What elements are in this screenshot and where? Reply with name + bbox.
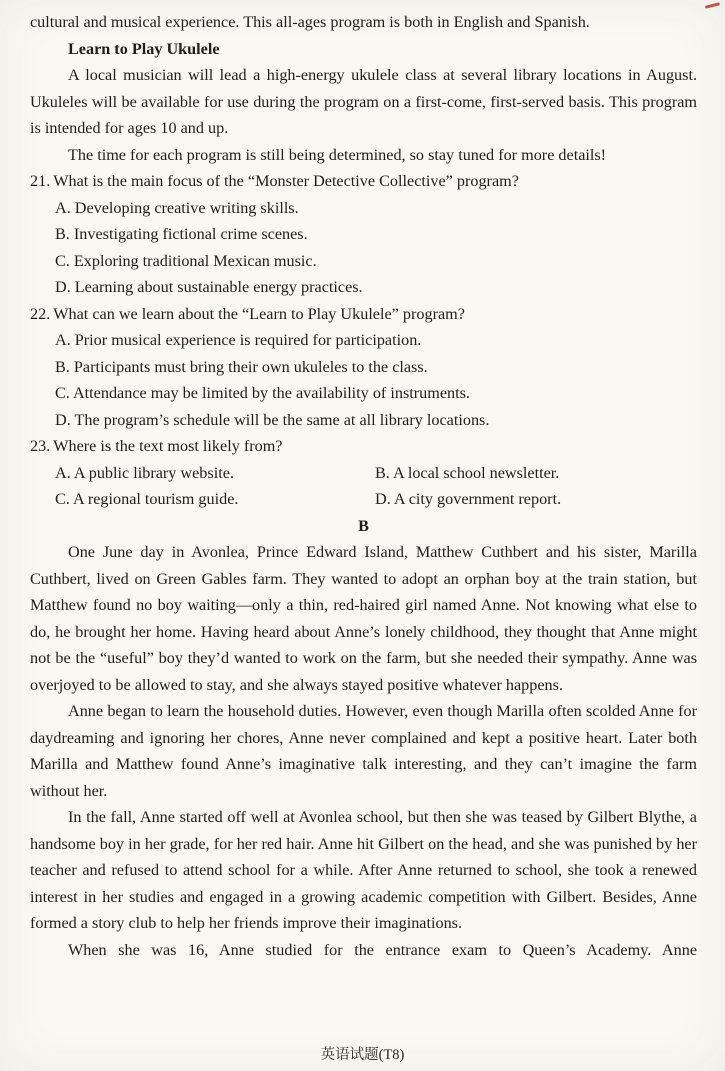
question-21-option-b: B. Investigating fictional crime scenes.: [55, 225, 308, 243]
question-21-option-c: C. Exploring traditional Mexican music.: [55, 251, 317, 270]
question-22-number: 22.: [30, 304, 51, 323]
question-21-number: 21.: [30, 172, 51, 190]
page-footer: 英语试题(T8): [320, 1047, 405, 1063]
passage-a-heading: Learn to Play Ukulele: [68, 39, 220, 58]
passage-a-body: A local musician will lead a high-energy ukulele class at several library locations in August. Ukuleles will be available for use during the program on a first-come, first-served basis. This program is intended for ages 10 and up.: [30, 66, 697, 137]
section-b-paragraph-1: One June day in Avonlea, Prince Edward Island, Matthew Cuthbert and his sister, Marilla Cuthbert, lived on Green Gables farm. They wanted to adopt an orphan boy at the train station, but Matthew found no boy waiting—only a thin, red-haired girl named Anne. Not knowing what else to do, he brought her home. Having heard about Anne’s lonely childhood, they thought that Anne might not be the “useful” boy they’d wanted to work on the farm, but she needed their sympathy. Anne was overjoyed to be allowed to stay, and she always stayed positive whatever happens.: [30, 543, 697, 694]
question-23-option-c: C. A regional tourism guide.: [55, 490, 239, 508]
question-21: [30, 168, 697, 301]
section-b-paragraph-4: When she was 16, Anne studied for the entrance exam to Queen’s Academy. Anne: [68, 940, 697, 959]
section-b-paragraph-2: Anne began to learn the household duties. However, even though Marilla often scolded Anne for daydreaming and ignoring her chores, Anne never complained and kept a positive heart. Later both Marilla and Matthew found Anne’s imaginative talk interesting, and they can’t imagine the farm without her.: [30, 702, 697, 800]
question-22-option-c: C. Attendance may be limited by the availability of instruments.: [55, 384, 470, 402]
section-b-label: B: [358, 516, 369, 535]
section-b-paragraph-3: In the fall, Anne started off well at Avonlea school, but then she was teased by Gilbert Blythe, a handsome boy in her grade, for her red hair. Anne hit Gilbert on the head, and she was punished by her teacher and refused to attend school for a while. After Anne returned to school, she took a renewed interest in her studies and engaged in a growing academic competition with Gilbert. Besides, Anne formed a story club to help her friends improve their imaginations.: [30, 808, 697, 932]
question-23-text: Where is the text most likely from?: [53, 437, 283, 455]
question-22-option-a: A. Prior musical experience is required for participation.: [55, 331, 422, 349]
question-22-text: What can we learn about the “Learn to Play Ukulele” program?: [53, 304, 465, 323]
question-23-options: [30, 460, 697, 513]
passage-a-continuation: cultural and musical experience. This all-ages program is both in English and Spanish.: [30, 13, 590, 31]
question-23-option-b: B. A local school newsletter.: [375, 463, 560, 482]
passage-a-closing: The time for each program is still being determined, so stay tuned for more details!: [68, 145, 607, 164]
question-23: [30, 433, 697, 513]
question-23-option-d: D. A city government report.: [375, 490, 562, 508]
question-23-stem: [30, 433, 697, 460]
question-21-stem: [30, 168, 697, 195]
question-21-option-d: D. Learning about sustainable energy practices.: [55, 278, 363, 296]
question-22: [30, 301, 697, 434]
question-22-option-b: B. Participants must bring their own ukuleles to the class.: [55, 357, 428, 376]
question-21-option-a: A. Developing creative writing skills.: [55, 198, 299, 217]
question-21-text: What is the main focus of the “Monster Detective Collective” program?: [53, 172, 519, 190]
question-23-option-a: A. A public library website.: [55, 463, 234, 482]
question-22-stem: [30, 301, 697, 328]
question-23-number: 23.: [30, 437, 51, 455]
question-22-option-d: D. The program’s schedule will be the same at all library locations.: [55, 410, 490, 429]
